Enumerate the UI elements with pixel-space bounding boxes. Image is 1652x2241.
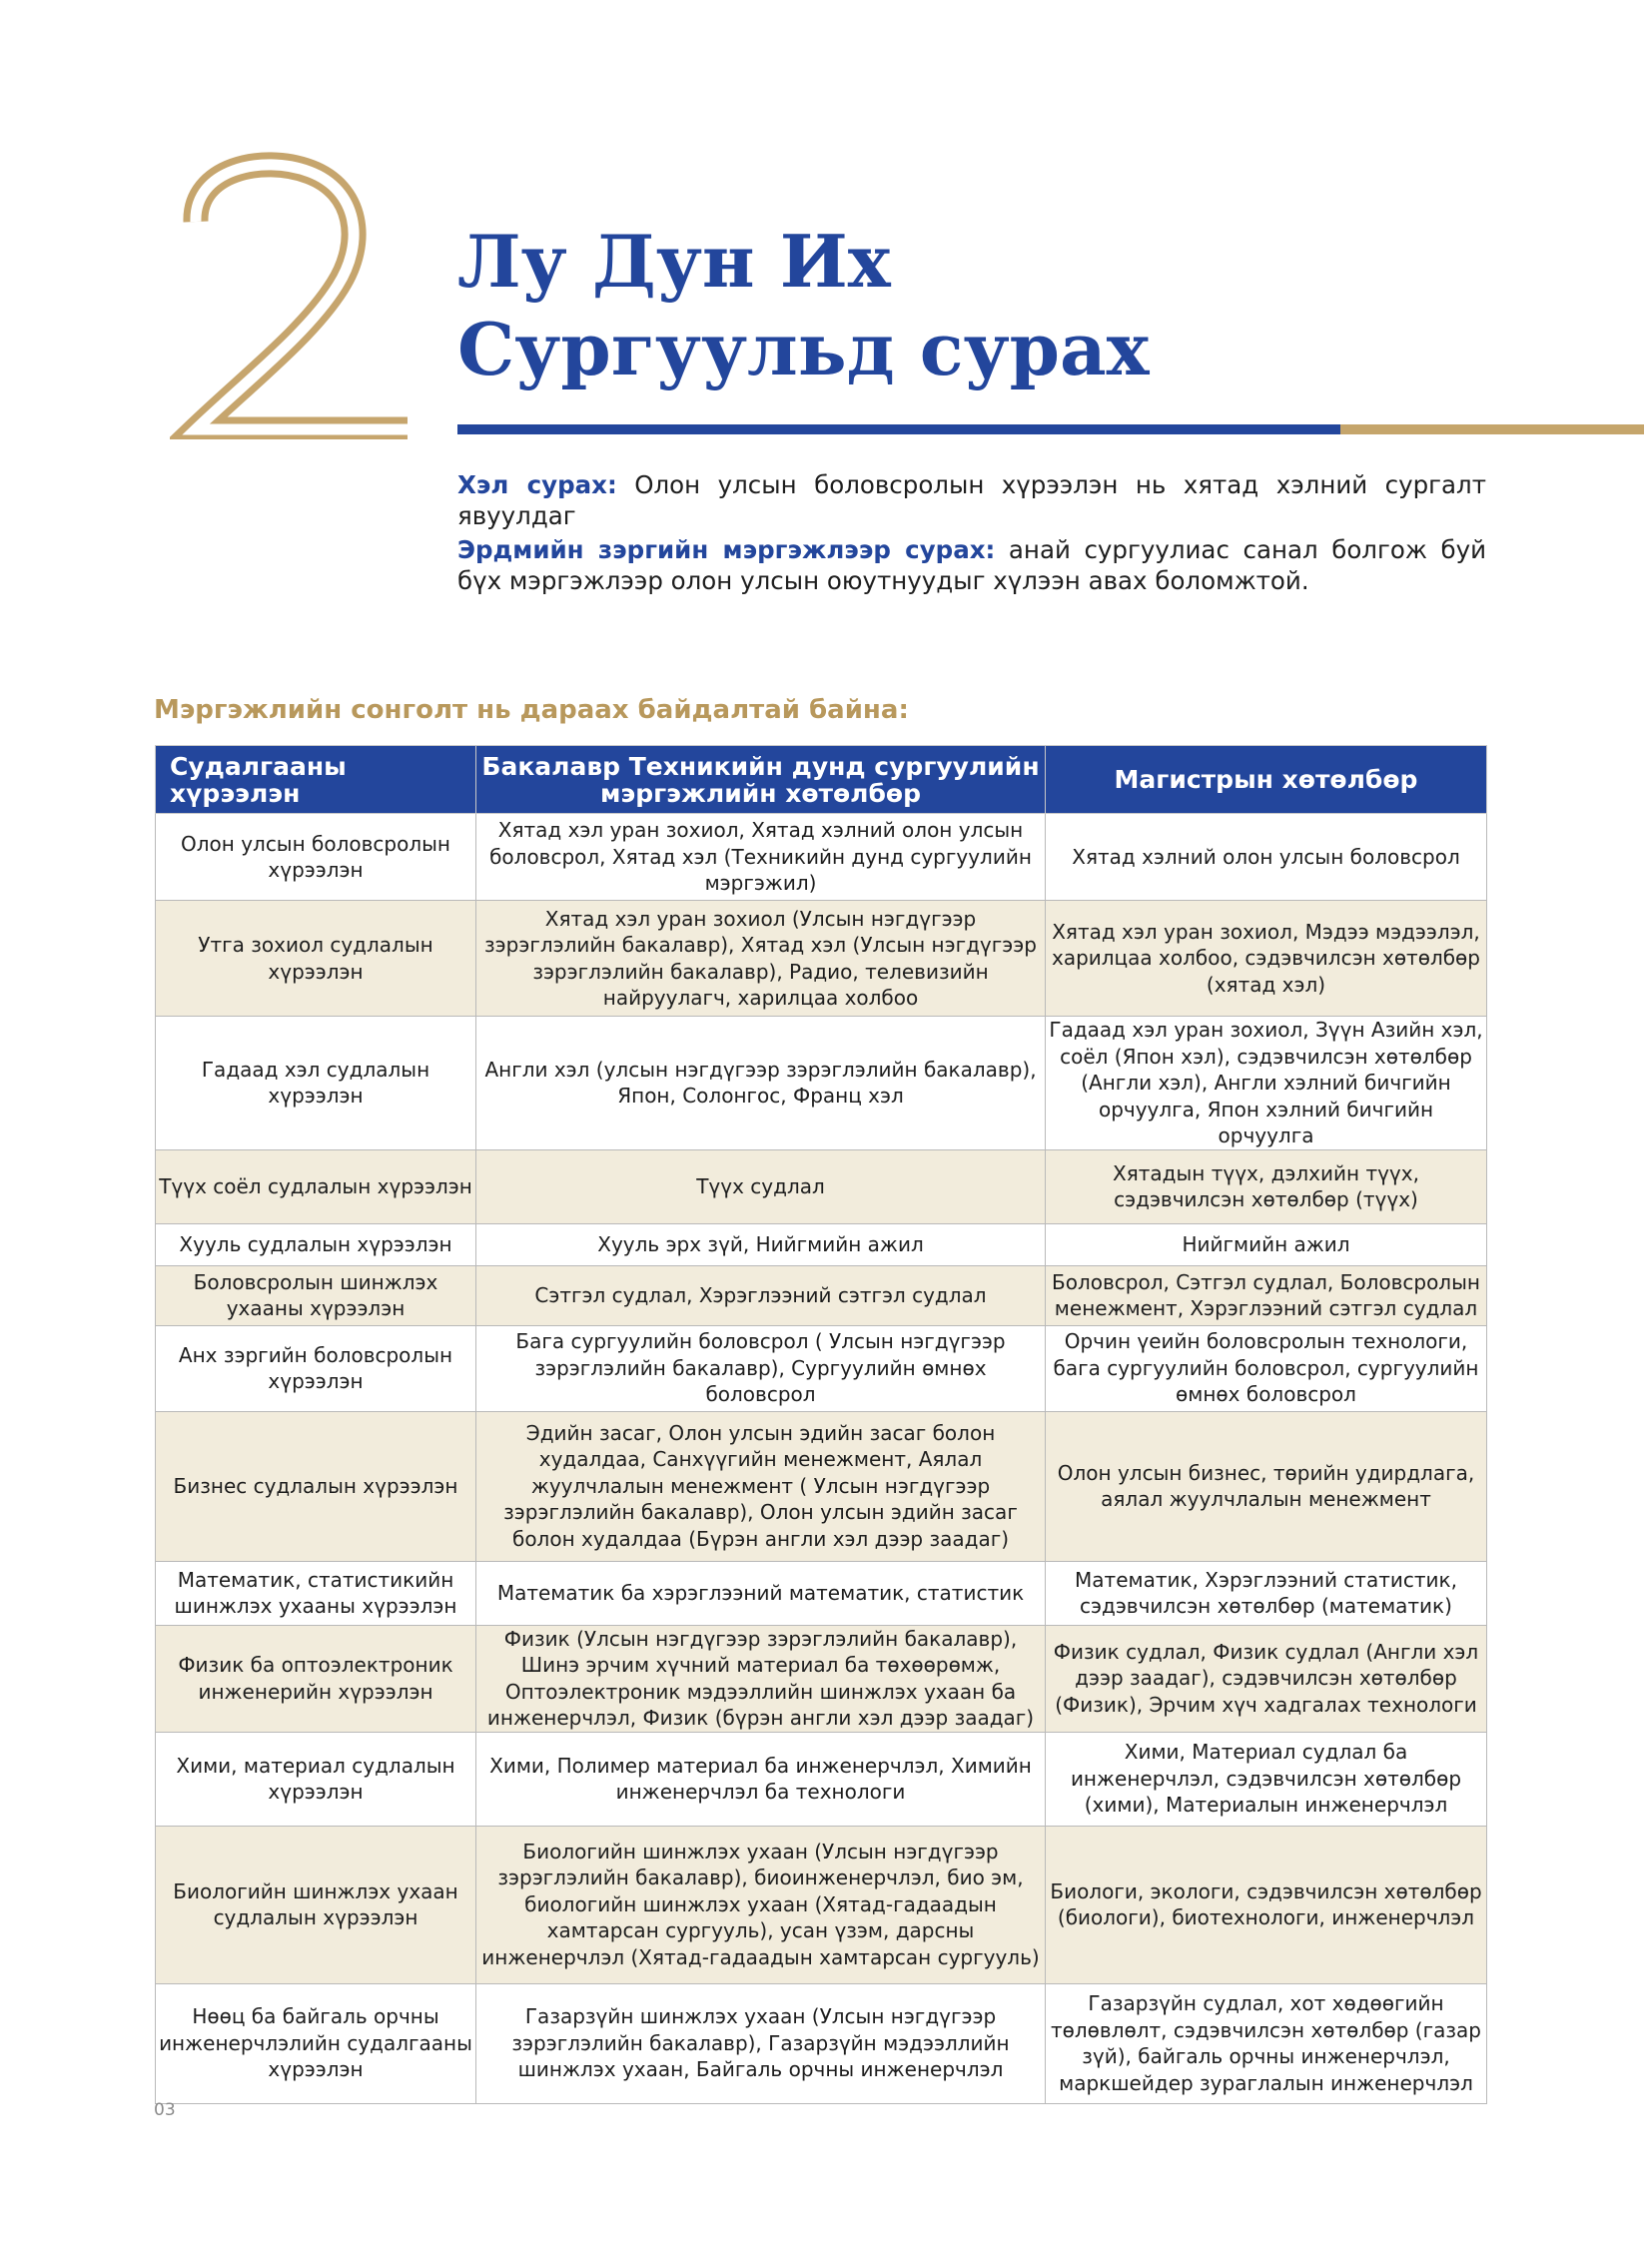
table-header-row — [156, 746, 1487, 814]
cell-master: Орчин үеийн боловсролын технологи, бага сургуулийн боловсрол, сургуулийн өмнөх боловсрол — [1046, 1325, 1487, 1411]
cell-master: Биологи, экологи, сэдэвчилсэн хөтөлбөр (биологи), биотехнологи, инженерчлэл — [1046, 1826, 1487, 1983]
cell-institute: Утга зохиол судлалын хүрээлэн — [156, 901, 476, 1017]
intro-text — [457, 469, 1486, 599]
cell-bachelor: Физик (Улсын нэгдүгээр зэрэглэлийн бакалавр), Шинэ эрчим хүчний материал ба төхөөрөмж, Оптоэлектроник мэдээллийн шинжлэх ухаан ба инженерчлэл, Физик (бүрэн англи хэл дээр заадаг) — [476, 1625, 1046, 1732]
table-row — [156, 1983, 1487, 2103]
cell-institute: Бизнес судлалын хүрээлэн — [156, 1411, 476, 1561]
cell-master: Хятадын түүх, дэлхийн түүх, сэдэвчилсэн хөтөлбөр (түүх) — [1046, 1149, 1487, 1223]
intro-degree-label: Эрдмийн зэргийн мэргэжлээр сурах: — [457, 535, 996, 564]
cell-bachelor: Хятад хэл уран зохиол (Улсын нэгдүгээр зэрэглэлийн бакалавр), Хятад хэл (Улсын нэгдүгээр зэрэглэлийн бакалавр), Радио, телевизийн найруулагч, харилцаа холбоо — [476, 901, 1046, 1017]
intro-language-text: Олон улсын боловсролын хүрээлэн нь хятад хэлний сургалт явуулдаг — [457, 470, 1486, 530]
table-subtitle: Мэргэжлийн сонголт нь дараах байдалтай байна: — [154, 695, 909, 725]
cell-bachelor: Сэтгэл судлал, Хэрэглээний сэтгэл судлал — [476, 1265, 1046, 1325]
cell-bachelor: Математик ба хэрэглээний математик, статистик — [476, 1561, 1046, 1625]
table-row — [156, 1561, 1487, 1625]
chapter-title-line-1: Лу Дун Их — [457, 219, 891, 304]
cell-institute: Анх зэргийн боловсролын хүрээлэн — [156, 1325, 476, 1411]
table-row — [156, 1411, 1487, 1561]
title-divider-gold — [1340, 424, 1644, 434]
cell-bachelor: Эдийн засаг, Олон улсын эдийн засаг болон худалдаа, Санхүүгийн менежмент, Аялал жуулчлалын менежмент ( Улсын нэгдүгээр зэрэглэлийн бакалавр), Олон улсын эдийн засаг болон худалдаа (Бүрэн англи хэл дээр заадаг) — [476, 1411, 1046, 1561]
cell-master: Боловсрол, Сэтгэл судлал, Боловсролын менежмент, Хэрэглээний сэтгэл судлал — [1046, 1265, 1487, 1325]
cell-bachelor: Хими, Полимер материал ба инженерчлэл, Химийн инженерчлэл ба технологи — [476, 1732, 1046, 1826]
table-row — [156, 1826, 1487, 1983]
chapter-number-text: 2 — [170, 150, 171, 151]
title-divider-blue — [457, 424, 1340, 434]
cell-master: Гадаад хэл уран зохиол, Зүүн Азийн хэл, соёл (Япон хэл), сэдэвчилсэн хөтөлбөр (Англи хэл), Англи хэлний бичгийн орчуулга, Япон хэлний бичгийн орчуулга — [1046, 1017, 1487, 1150]
table-row — [156, 901, 1487, 1017]
header-master: Магистрын хөтөлбөр — [1046, 746, 1487, 814]
cell-institute: Математик, статистикийн шинжлэх ухааны хүрээлэн — [156, 1561, 476, 1625]
cell-master: Нийгмийн ажил — [1046, 1223, 1487, 1265]
cell-bachelor: Хууль эрх зүй, Нийгмийн ажил — [476, 1223, 1046, 1265]
cell-master: Газарзүйн судлал, хот хөдөөгийн төлөвлөлт, сэдэвчилсэн хөтөлбөр (газар зүй), байгаль орчны инженерчлэл, маркшейдер зураглалын инженерчлэл — [1046, 1983, 1487, 2103]
table-row — [156, 1625, 1487, 1732]
cell-bachelor: Түүх судлал — [476, 1149, 1046, 1223]
header-institute: Судалгааны хүрээлэн — [156, 746, 476, 814]
cell-institute: Нөөц ба байгаль орчны инженерчлэлийн судалгааны хүрээлэн — [156, 1983, 476, 2103]
table-row — [156, 1325, 1487, 1411]
cell-master: Физик судлал, Физик судлал (Англи хэл дээр заадаг), сэдэвчилсэн хөтөлбөр (Физик), Эрчим хүч хадгалах технологи — [1046, 1625, 1487, 1732]
programs-table — [155, 745, 1487, 2104]
chapter-title — [457, 218, 1150, 393]
header-bachelor: Бакалавр Техникийн дунд сургуулийн мэргэжлийн хөтөлбөр — [476, 746, 1046, 814]
table-row — [156, 1265, 1487, 1325]
cell-institute: Олон улсын боловсролын хүрээлэн — [156, 814, 476, 901]
cell-master: Хятад хэл уран зохиол, Мэдээ мэдээлэл, харилцаа холбоо, сэдэвчилсэн хөтөлбөр (хятад хэл) — [1046, 901, 1487, 1017]
intro-degree-text: анай сургуулиас санал болгож буй бүх мэргэжлээр олон улсын оюутнуудыг хүлээн авах боломжтой. — [457, 535, 1486, 595]
page-number: 03 — [154, 2100, 176, 2120]
cell-institute: Боловсролын шинжлэх ухааны хүрээлэн — [156, 1265, 476, 1325]
cell-institute: Түүх соёл судлалын хүрээлэн — [156, 1149, 476, 1223]
cell-bachelor: Хятад хэл уран зохиол, Хятад хэлний олон улсын боловсрол, Хятад хэл (Техникийн дунд сургуулийн мэргэжил) — [476, 814, 1046, 901]
table-row — [156, 1732, 1487, 1826]
cell-master: Хими, Материал судлал ба инженерчлэл, сэдэвчилсэн хөтөлбөр (хими), Материалын инженерчлэл — [1046, 1732, 1487, 1826]
table-row — [156, 1149, 1487, 1223]
cell-bachelor: Биологийн шинжлэх ухаан (Улсын нэгдүгээр зэрэглэлийн бакалавр), биоинженерчлэл, био эм, биологийн шинжлэх ухаан (Хятад-гадаадын хамтарсан сургууль), усан үзэм, дарсны инженерчлэл (Хятад-гадаадын хамтарсан сургууль) — [476, 1826, 1046, 1983]
cell-master: Хятад хэлний олон улсын боловсрол — [1046, 814, 1487, 901]
cell-master: Олон улсын бизнес, төрийн удирдлага, аялал жуулчлалын менежмент — [1046, 1411, 1487, 1561]
cell-institute: Гадаад хэл судлалын хүрээлэн — [156, 1017, 476, 1150]
cell-bachelor: Бага сургуулийн боловсрол ( Улсын нэгдүгээр зэрэглэлийн бакалавр), Сургуулийн өмнөх боловсрол — [476, 1325, 1046, 1411]
table-row — [156, 814, 1487, 901]
intro-language-paragraph — [457, 469, 1486, 531]
chapter-number-2 — [170, 150, 419, 439]
intro-language-label: Хэл сурах: — [457, 470, 617, 499]
intro-degree-paragraph — [457, 534, 1486, 596]
table-row — [156, 1223, 1487, 1265]
cell-bachelor: Газарзүйн шинжлэх ухаан (Улсын нэгдүгээр зэрэглэлийн бакалавр), Газарзүйн мэдээллийн шинжлэх ухаан, Байгаль орчны инженерчлэл — [476, 1983, 1046, 2103]
cell-master: Математик, Хэрэглээний статистик, сэдэвчилсэн хөтөлбөр (математик) — [1046, 1561, 1487, 1625]
cell-institute: Хууль судлалын хүрээлэн — [156, 1223, 476, 1265]
chapter-title-line-2: Сургуульд сурах — [457, 307, 1150, 391]
cell-bachelor: Англи хэл (улсын нэгдүгээр зэрэглэлийн бакалавр), Япон, Солонгос, Франц хэл — [476, 1017, 1046, 1150]
table-row — [156, 1017, 1487, 1150]
cell-institute: Биологийн шинжлэх ухаан судлалын хүрээлэн — [156, 1826, 476, 1983]
cell-institute: Физик ба оптоэлектроник инженерийн хүрээлэн — [156, 1625, 476, 1732]
cell-institute: Хими, материал судлалын хүрээлэн — [156, 1732, 476, 1826]
